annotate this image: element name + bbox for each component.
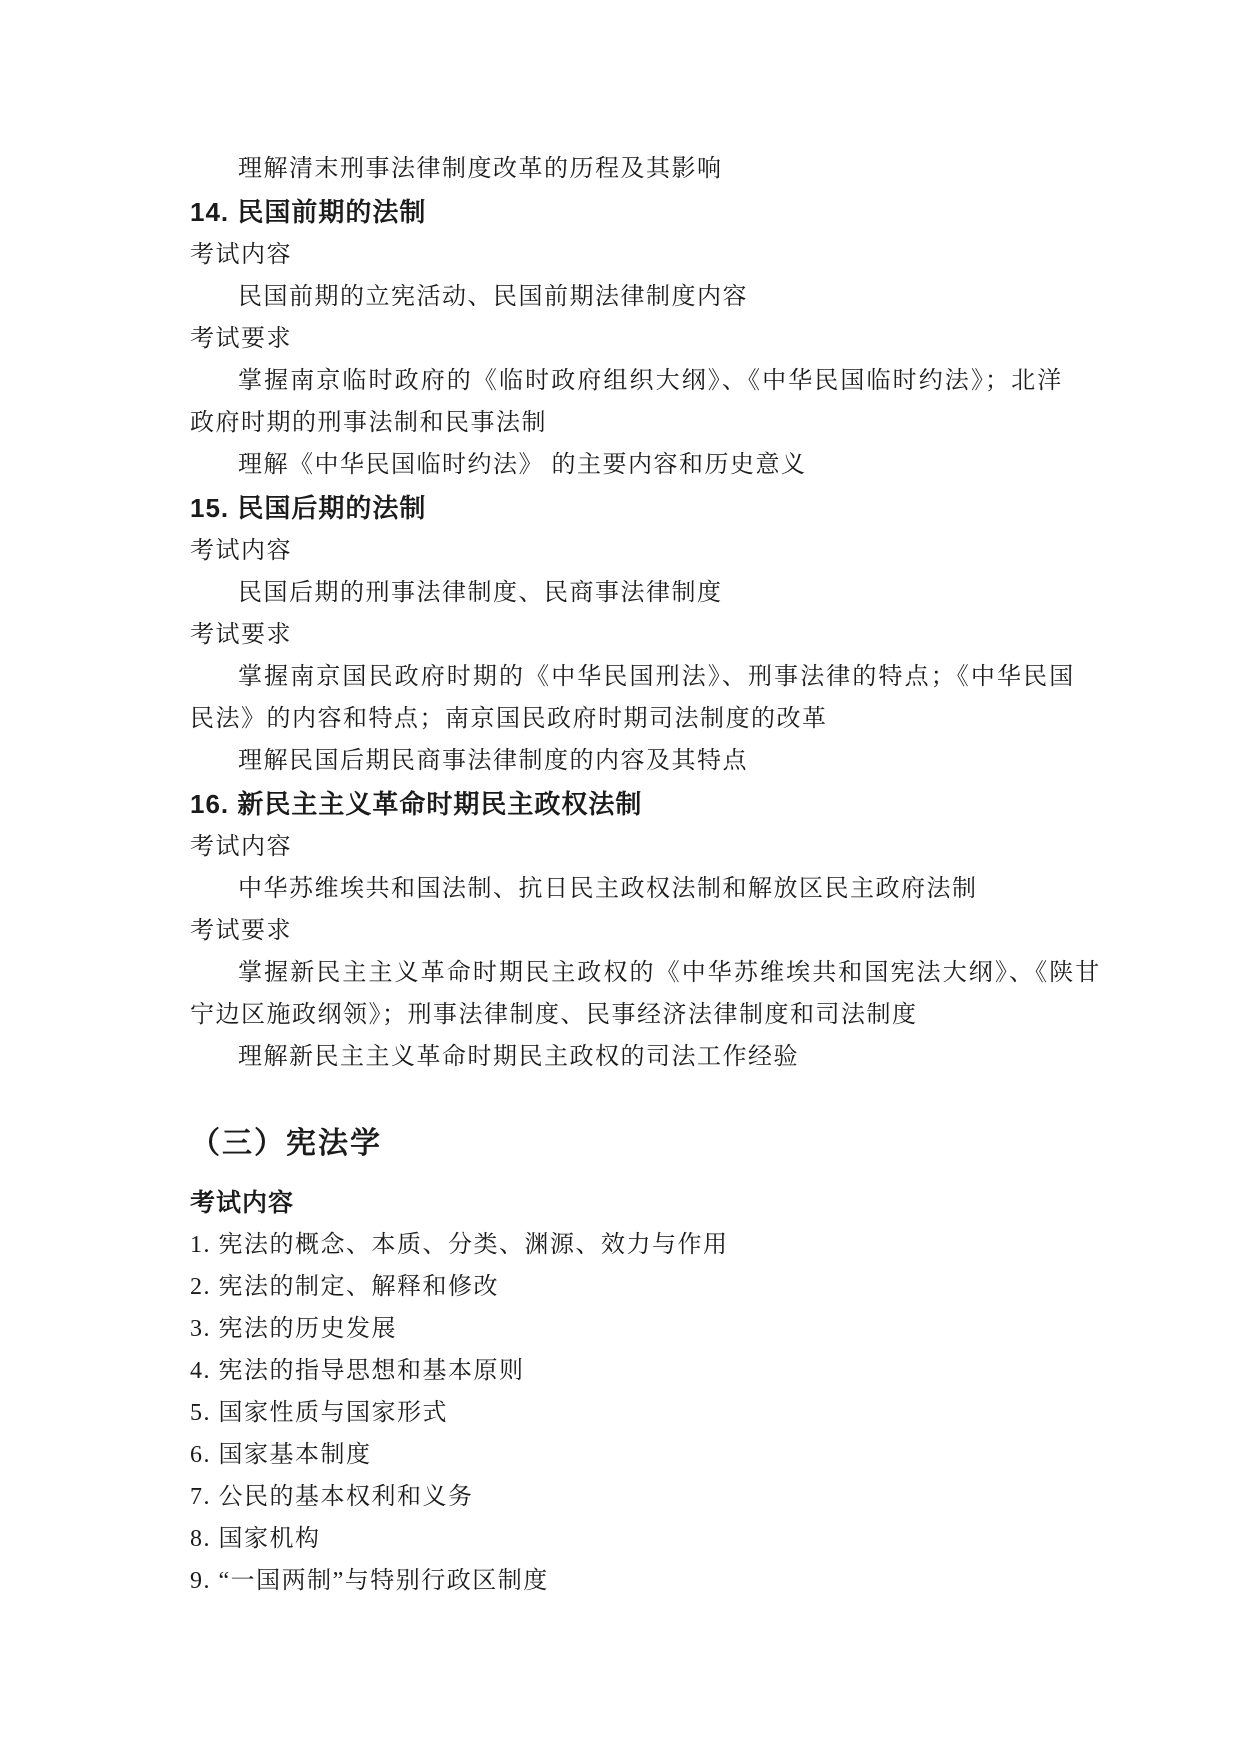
paragraph-line: 政府时期的刑事法制和民事法制 xyxy=(190,410,547,436)
list-item: 5. 国家性质与国家形式 xyxy=(190,1400,448,1426)
exam-content-label: 考试内容 xyxy=(190,242,292,268)
list-item: 3. 宪法的历史发展 xyxy=(190,1316,397,1342)
paragraph-line: 民国前期的立宪活动、民国前期法律制度内容 xyxy=(238,284,748,310)
exam-content-label: 考试内容 xyxy=(190,834,292,860)
list-item: 2. 宪法的制定、解释和修改 xyxy=(190,1274,499,1300)
document-content xyxy=(190,148,1102,1602)
exam-requirements-label: 考试要求 xyxy=(190,326,292,352)
subsection-heading: 16. 新民主主义革命时期民主政权法制 xyxy=(190,789,643,819)
subsection-heading: 14. 民国前期的法制 xyxy=(190,197,427,227)
list-item: 7. 公民的基本权利和义务 xyxy=(190,1484,474,1510)
list-item: 4. 宪法的指导思想和基本原则 xyxy=(190,1358,525,1384)
paragraph-line: 掌握新民主主义革命时期民主政权的《中华苏维埃共和国宪法大纲》、《陕甘 xyxy=(238,960,1102,986)
exam-content-heading: 考试内容 xyxy=(190,1189,295,1217)
paragraph-line: 宁边区施政纲领》；刑事法律制度、民事经济法律制度和司法制度 xyxy=(190,1002,918,1028)
paragraph-line: 理解民国后期民商事法律制度的内容及其特点 xyxy=(238,748,748,774)
section-heading: （三）宪法学 xyxy=(190,1127,382,1160)
paragraph-line: 掌握南京临时政府的《临时政府组织大纲》、《中华民国临时约法》；北洋 xyxy=(238,368,1064,394)
exam-requirements-label: 考试要求 xyxy=(190,918,292,944)
paragraph-line: 理解新民主主义革命时期民主政权的司法工作经验 xyxy=(238,1044,799,1070)
exam-requirements-label: 考试要求 xyxy=(190,622,292,648)
list-item: 8. 国家机构 xyxy=(190,1526,321,1552)
subsection-heading: 15. 民国后期的法制 xyxy=(190,493,427,523)
list-item: 6. 国家基本制度 xyxy=(190,1442,372,1468)
paragraph-line: 民国后期的刑事法律制度、民商事法律制度 xyxy=(238,580,723,606)
paragraph-line: 理解清末刑事法律制度改革的历程及其影响 xyxy=(238,156,723,182)
exam-content-label: 考试内容 xyxy=(190,538,292,564)
list-item: 9. “一国两制”与特别行政区制度 xyxy=(190,1568,549,1594)
list-item: 1. 宪法的概念、本质、分类、渊源、效力与作用 xyxy=(190,1232,729,1258)
paragraph-line: 理解《中华民国临时约法》 的主要内容和历史意义 xyxy=(238,452,807,478)
paragraph-line: 掌握南京国民政府时期的《中华民国刑法》、刑事法律的特点；《中华民国 xyxy=(238,664,1076,690)
paragraph-line: 民法》的内容和特点；南京国民政府时期司法制度的改革 xyxy=(190,706,828,732)
paragraph-line: 中华苏维埃共和国法制、抗日民主政权法制和解放区民主政府法制 xyxy=(238,876,978,902)
